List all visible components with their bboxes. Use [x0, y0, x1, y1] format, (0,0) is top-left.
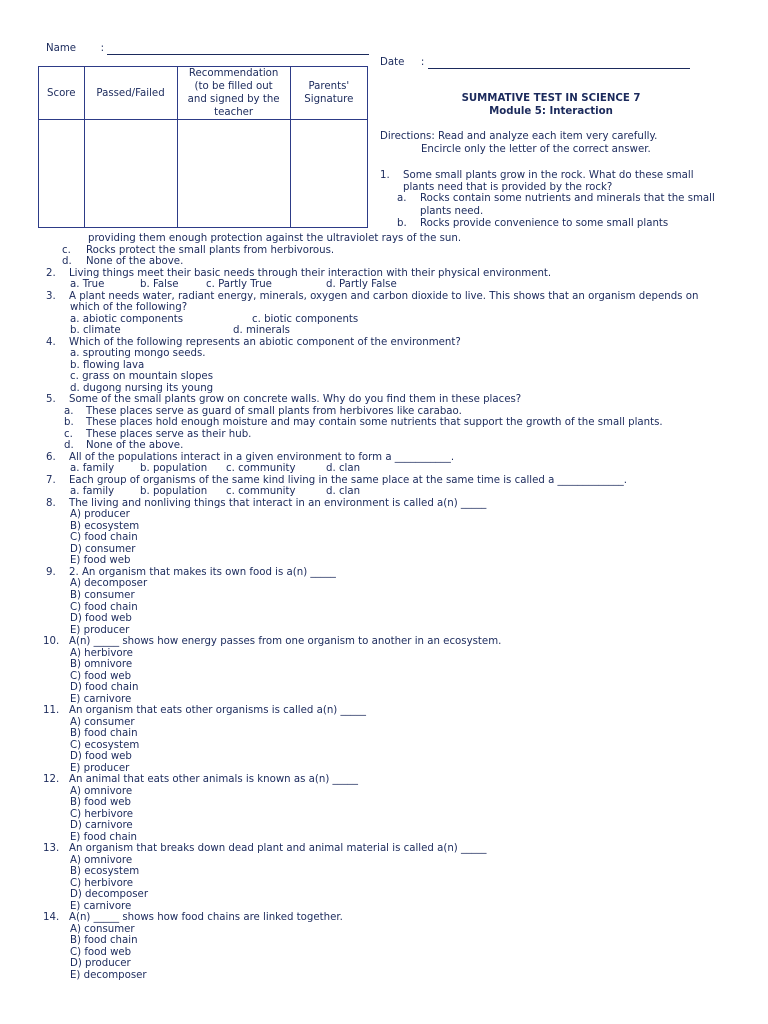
recommendation-line-4: teacher — [214, 107, 254, 118]
passed-failed-header: Passed/Failed — [84, 67, 177, 120]
recommendation-line-2: (to be filled out — [194, 81, 273, 92]
question-13-option-c[interactable]: C) herbivore — [70, 877, 134, 889]
question-1-option-c[interactable] — [46, 245, 762, 257]
question-13-option-b[interactable]: B) ecosystem — [70, 866, 140, 878]
option-c[interactable]: c. community — [226, 486, 296, 498]
question-11-option-a[interactable]: A) consumer — [70, 716, 135, 728]
question-9-option-e[interactable]: E) producer — [70, 624, 130, 636]
question-8-option-d[interactable]: D) consumer — [70, 543, 136, 555]
option-a[interactable]: a. True — [70, 279, 105, 291]
option-b[interactable]: b. population — [140, 463, 208, 475]
option-letter: c. — [62, 244, 71, 256]
date-field[interactable] — [380, 57, 690, 69]
question-13 — [43, 843, 762, 855]
score-table — [38, 66, 368, 228]
question-14-option-c[interactable]: C) food web — [70, 946, 132, 958]
question-4-option-b[interactable]: b. flowing lava — [70, 359, 145, 371]
option-c[interactable]: c. Partly True — [206, 279, 272, 291]
question-number: 11. — [43, 705, 60, 717]
option-letter: a. — [64, 405, 74, 417]
option-text: These places hold enough moisture and may contain some nutrients that support the growth of the small plants. — [86, 417, 663, 429]
question-11-option-c[interactable]: C) ecosystem — [70, 739, 140, 751]
question-11-option-e[interactable]: E) producer — [70, 762, 130, 774]
recommendation-line-3: and signed by the — [187, 94, 280, 105]
question-12-option-e[interactable]: E) food chain — [70, 831, 137, 843]
date-blank-line[interactable] — [428, 58, 690, 69]
option-b[interactable]: b. population — [140, 486, 208, 498]
option-b[interactable]: b. climate — [70, 325, 121, 337]
question-13-option-a[interactable]: A) omnivore — [70, 854, 133, 866]
option-a[interactable]: a. family — [70, 486, 115, 498]
passed-failed-cell[interactable] — [84, 120, 177, 228]
option-c[interactable]: c. biotic components — [252, 313, 359, 325]
question-number: 3. — [46, 290, 56, 302]
question-text: An animal that eats other animals is known as a(n) _____ — [69, 774, 358, 786]
recommendation-header — [177, 67, 290, 120]
question-3-cont: which of the following? — [70, 302, 188, 314]
question-8-option-c[interactable]: C) food chain — [70, 532, 138, 544]
option-text: None of the above. — [86, 256, 184, 268]
option-letter: c. — [64, 428, 73, 440]
option-d[interactable]: d. minerals — [233, 325, 290, 337]
question-text: A(n) _____ shows how energy passes from one organism to another in an ecosystem. — [69, 636, 502, 648]
question-number: 9. — [46, 566, 56, 578]
option-text: Rocks provide convenience to some small plants — [420, 218, 669, 229]
question-5-option-c[interactable] — [46, 429, 762, 441]
question-3-options-bd — [46, 325, 762, 337]
test-title: SUMMATIVE TEST IN SCIENCE 7 — [461, 93, 641, 104]
question-number: 5. — [46, 394, 56, 406]
question-10 — [43, 636, 762, 648]
question-1-line-1 — [380, 170, 694, 182]
question-3-options-ac — [46, 314, 762, 326]
parents-signature-line-2: Signature — [304, 94, 354, 105]
question-number: 12. — [43, 774, 60, 786]
option-c[interactable]: c. community — [226, 463, 296, 475]
question-text: An organism that eats other organisms is called a(n) _____ — [69, 705, 366, 717]
question-text: A plant needs water, radiant energy, minerals, oxygen and carbon dioxide to live. This shows that an organism depends on — [69, 290, 699, 302]
question-3 — [46, 291, 762, 303]
question-9 — [46, 567, 762, 579]
directions-line-1: Directions: Read and analyze each item very carefully. — [380, 131, 658, 142]
score-header: Score — [39, 67, 85, 120]
option-d[interactable]: d. clan — [326, 486, 361, 498]
question-11-option-d[interactable]: D) food web — [70, 751, 132, 763]
question-10-option-b[interactable]: B) omnivore — [70, 659, 133, 671]
question-12-option-a[interactable]: A) omnivore — [70, 785, 133, 797]
question-5-option-b[interactable] — [46, 417, 762, 429]
directions-line-2: Encircle only the letter of the correct answer. — [421, 144, 651, 155]
question-13-option-d[interactable]: D) decomposer — [70, 889, 149, 901]
question-8 — [46, 498, 762, 510]
question-number: 6. — [46, 451, 56, 463]
question-11 — [43, 705, 762, 717]
question-14-option-d[interactable]: D) producer — [70, 958, 131, 970]
question-12 — [43, 774, 762, 786]
question-10-option-e[interactable]: E) carnivore — [70, 693, 132, 705]
name-colon: : — [100, 43, 104, 54]
question-2 — [46, 268, 762, 280]
option-text: None of the above. — [86, 440, 184, 452]
option-letter: a. — [397, 193, 407, 204]
option-d[interactable]: d. Partly False — [326, 279, 397, 291]
question-7 — [46, 475, 762, 487]
question-1-option-b[interactable] — [397, 218, 668, 230]
question-number: 10. — [43, 636, 60, 648]
question-12-option-c[interactable]: C) herbivore — [70, 808, 134, 820]
question-list — [43, 233, 762, 982]
question-1-option-d[interactable] — [46, 256, 762, 268]
parents-signature-header — [290, 67, 367, 120]
option-text: These places serve as their hub. — [86, 428, 252, 440]
question-4-option-c[interactable]: c. grass on mountain slopes — [70, 371, 214, 383]
question-8-option-b[interactable]: B) ecosystem — [70, 520, 140, 532]
question-1-line-2: plants need that is provided by the rock? — [403, 182, 613, 193]
question-number: 4. — [46, 336, 56, 348]
question-10-option-c[interactable]: C) food web — [70, 670, 132, 682]
question-1-option-a[interactable] — [397, 193, 715, 205]
question-9-option-b[interactable]: B) consumer — [70, 589, 135, 601]
question-number: 14. — [43, 912, 60, 924]
question-9-option-d[interactable]: D) food web — [70, 613, 132, 625]
question-6-options — [46, 463, 762, 475]
question-7-options — [46, 486, 762, 498]
option-a[interactable]: a. abiotic components — [70, 313, 184, 325]
date-colon: : — [420, 57, 425, 68]
question-text: All of the populations interact in a given environment to form a ___________. — [69, 451, 455, 463]
question-text: A(n) _____ shows how food chains are linked together. — [69, 912, 343, 924]
name-field[interactable] — [46, 43, 369, 55]
option-text: These places serve as guard of small plants from herbivores like carabao. — [86, 405, 462, 417]
question-8-option-e[interactable]: E) food web — [70, 555, 131, 567]
option-letter: d. — [62, 256, 72, 268]
option-a[interactable]: a. family — [70, 463, 115, 475]
question-5-option-a[interactable] — [46, 406, 762, 418]
recommendation-cell[interactable] — [177, 120, 290, 228]
option-text: Rocks protect the small plants from herbivorous. — [86, 244, 335, 256]
question-14 — [43, 912, 762, 924]
question-12-option-d[interactable]: D) carnivore — [70, 820, 133, 832]
score-cell[interactable] — [39, 120, 85, 228]
option-b[interactable]: b. False — [140, 279, 179, 291]
recommendation-line-1: Recommendation — [188, 68, 279, 79]
question-number: 8. — [46, 497, 56, 509]
question-5-option-d[interactable] — [46, 440, 762, 452]
question-14-option-a[interactable]: A) consumer — [70, 923, 135, 935]
question-4-option-d[interactable]: d. dugong nursing its young — [70, 382, 214, 394]
question-number: 2. — [46, 267, 56, 279]
question-text: Living things meet their basic needs through their interaction with their physical environment. — [69, 267, 552, 279]
question-1-option-b-cont: providing them enough protection against the ultraviolet rays of the sun. — [88, 233, 462, 244]
name-label: Name — [46, 43, 77, 54]
question-9-option-c[interactable]: C) food chain — [70, 601, 138, 613]
question-text: An organism that breaks down dead plant and animal material is called a(n) _____ — [69, 843, 487, 855]
question-number: 13. — [43, 843, 60, 855]
question-14-option-b[interactable]: B) food chain — [70, 935, 138, 947]
question-number: 7. — [46, 474, 56, 486]
question-2-options — [46, 279, 762, 291]
question-13-option-e[interactable]: E) carnivore — [70, 900, 132, 912]
date-label: Date — [380, 57, 405, 68]
question-10-option-d[interactable]: D) food chain — [70, 682, 139, 694]
question-5 — [46, 394, 762, 406]
test-subtitle: Module 5: Interaction — [489, 106, 613, 117]
parents-signature-line-1: Parents' — [308, 81, 350, 92]
option-text: Rocks contain some nutrients and minerals that the small — [420, 193, 715, 204]
question-4 — [46, 337, 762, 349]
option-d[interactable]: d. clan — [326, 463, 361, 475]
question-11-option-b[interactable]: B) food chain — [70, 728, 138, 740]
question-6 — [46, 452, 762, 464]
question-1-text: Some small plants grow in the rock. What do these small — [403, 170, 694, 181]
name-blank-line[interactable] — [107, 44, 369, 55]
question-text: 2. An organism that makes its own food is a(n) _____ — [69, 566, 336, 578]
option-letter: b. — [64, 417, 74, 429]
question-text: Some of the small plants grow on concrete walls. Why do you find them in these places? — [69, 394, 522, 406]
question-12-option-b[interactable]: B) food web — [70, 797, 132, 809]
question-text: Which of the following represents an abiotic component of the environment? — [69, 336, 461, 348]
question-text: The living and nonliving things that interact in an environment is called a(n) _____ — [69, 497, 487, 509]
option-letter: b. — [397, 218, 407, 229]
question-4-option-a[interactable]: a. sprouting mongo seeds. — [70, 348, 206, 360]
question-1-number: 1. — [380, 170, 390, 181]
question-8-option-a[interactable]: A) producer — [70, 509, 130, 521]
parents-signature-cell[interactable] — [290, 120, 367, 228]
question-14-option-e[interactable]: E) decomposer — [70, 970, 147, 981]
question-1-option-a-cont: plants need. — [420, 206, 484, 217]
question-9-option-a[interactable]: A) decomposer — [70, 578, 148, 590]
option-letter: d. — [64, 440, 74, 452]
question-10-option-a[interactable]: A) herbivore — [70, 647, 133, 659]
question-text: Each group of organisms of the same kind living in the same place at the same time is called a _____________. — [69, 474, 628, 486]
